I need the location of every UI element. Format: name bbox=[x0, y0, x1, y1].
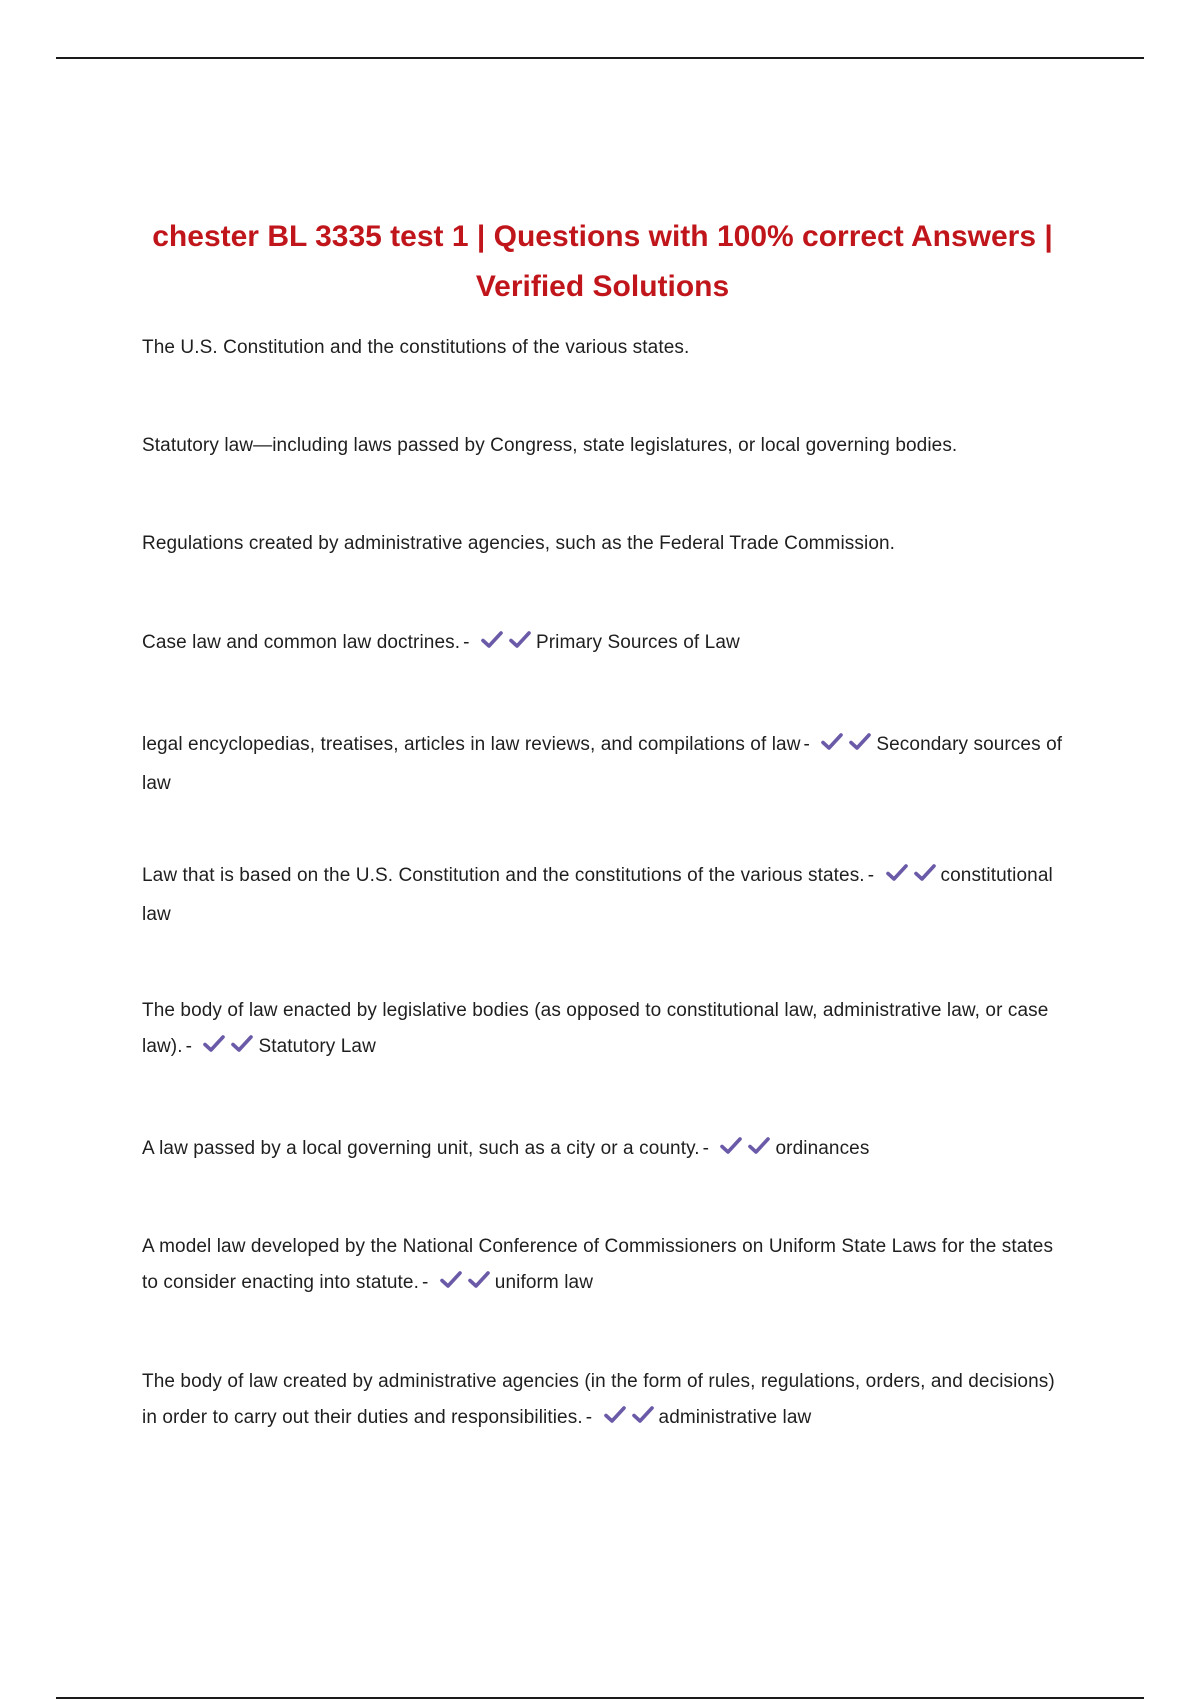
checkmark-icon bbox=[745, 1135, 773, 1157]
checkmark-icon bbox=[911, 862, 939, 884]
question-text: The body of law enacted by legislative bodies (as opposed to constitutional law, administrative law, or case law). bbox=[142, 1000, 1049, 1057]
question-text: Regulations created by administrative agencies, such as the Federal Trade Commission. bbox=[142, 533, 896, 554]
answer-text: ordinances bbox=[775, 1138, 870, 1159]
question-text: Statutory law—including laws passed by Congress, state legislatures, or local governing bodies. bbox=[142, 435, 958, 456]
document-title: chester BL 3335 test 1 | Questions with 100% correct Answers | Verified Solutions bbox=[152, 220, 1053, 303]
qa-entry-5 bbox=[142, 727, 1072, 802]
separator: - bbox=[463, 632, 470, 653]
qa-entry-8 bbox=[142, 1131, 1072, 1170]
qa-entry-3 bbox=[142, 526, 1072, 562]
question-text: legal encyclopedias, treatises, articles in law reviews, and compilations of law bbox=[142, 734, 801, 755]
double-checkmark-icon bbox=[601, 1403, 657, 1439]
qa-entry-9 bbox=[142, 1229, 1072, 1304]
checkmark-icon bbox=[465, 1269, 493, 1291]
question-text: Law that is based on the U.S. Constitution and the constitutions of the various states. bbox=[142, 865, 865, 886]
checkmark-icon bbox=[601, 1404, 629, 1426]
double-checkmark-icon bbox=[200, 1032, 256, 1068]
separator: - bbox=[185, 1036, 193, 1057]
double-checkmark-icon bbox=[818, 730, 874, 766]
qa-entry-4 bbox=[142, 625, 1072, 664]
double-checkmark-icon bbox=[717, 1134, 773, 1170]
checkmark-icon bbox=[506, 629, 534, 651]
answer-text: constitutional law bbox=[142, 865, 1053, 925]
checkmark-icon bbox=[818, 731, 846, 753]
double-checkmark-icon bbox=[478, 628, 534, 664]
answer-text: administrative law bbox=[658, 1407, 812, 1428]
question-text: A law passed by a local governing unit, such as a city or a county. bbox=[142, 1138, 700, 1159]
double-checkmark-icon bbox=[883, 861, 939, 897]
top-rule bbox=[56, 57, 1144, 59]
qa-entry-2 bbox=[142, 428, 1072, 464]
checkmark-icon bbox=[437, 1269, 465, 1291]
answer-text: uniform law bbox=[494, 1272, 594, 1293]
question-text: Case law and common law doctrines. bbox=[142, 632, 461, 653]
separator: - bbox=[867, 865, 875, 886]
qa-entry-6 bbox=[142, 858, 1072, 933]
question-text: The U.S. Constitution and the constitutions of the various states. bbox=[142, 337, 690, 358]
question-text: A model law developed by the National Conference of Commissioners on Uniform State Laws for the states to consider enacting into statute. bbox=[142, 1236, 1054, 1293]
checkmark-icon bbox=[629, 1404, 657, 1426]
checkmark-icon bbox=[883, 862, 911, 884]
checkmark-icon bbox=[200, 1033, 228, 1055]
qa-entry-10 bbox=[142, 1364, 1072, 1439]
separator: - bbox=[803, 734, 810, 755]
checkmark-icon bbox=[228, 1033, 256, 1055]
separator: - bbox=[702, 1138, 710, 1159]
qa-entry-7 bbox=[142, 993, 1072, 1068]
bottom-rule bbox=[56, 1697, 1144, 1699]
question-text: The body of law created by administrative agencies (in the form of rules, regulations, orders, and decisions) in order to carry out their duties and responsibilities. bbox=[142, 1371, 1055, 1428]
answer-text: Secondary sources of law bbox=[142, 734, 1063, 794]
separator: - bbox=[421, 1272, 429, 1293]
double-checkmark-icon bbox=[437, 1268, 493, 1304]
separator: - bbox=[585, 1407, 593, 1428]
checkmark-icon bbox=[846, 731, 874, 753]
checkmark-icon bbox=[478, 629, 506, 651]
answer-text: Statutory Law bbox=[258, 1036, 376, 1057]
answer-text: Primary Sources of Law bbox=[535, 632, 740, 653]
qa-entry-1 bbox=[142, 330, 1072, 366]
checkmark-icon bbox=[717, 1135, 745, 1157]
